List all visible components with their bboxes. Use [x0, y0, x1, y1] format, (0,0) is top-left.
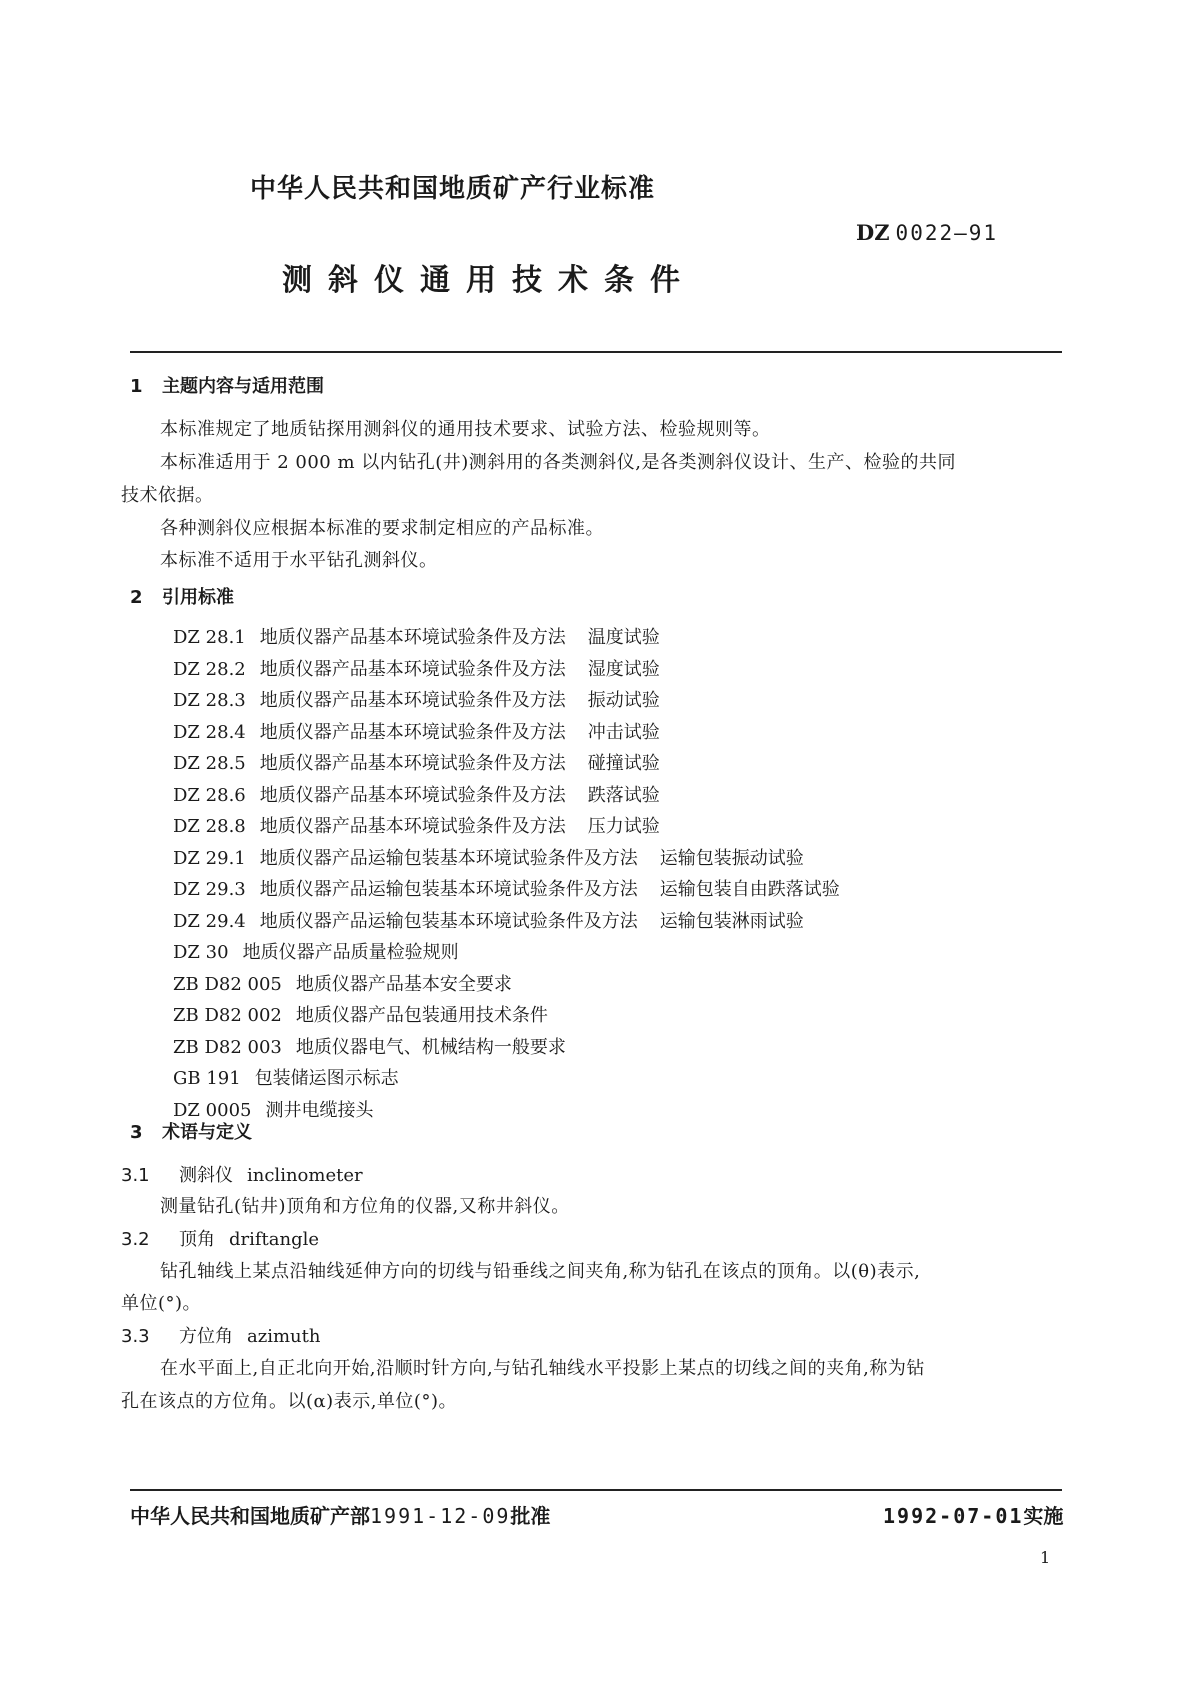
reference-subtitle: 碰撞试验: [587, 753, 660, 774]
effective-label: 实施: [1023, 1504, 1064, 1528]
reference-code: DZ 29.3: [173, 879, 246, 900]
approval-line: [130, 1500, 550, 1529]
reference-code: DZ 28.4: [173, 721, 246, 743]
reference-subtitle: 运输包装淋雨试验: [659, 910, 804, 932]
term-number: 3.3: [121, 1326, 150, 1347]
reference-code: DZ 0005: [173, 1099, 252, 1121]
term-chinese: 方位角: [179, 1326, 233, 1347]
paragraph: 本标准规定了地质钻探用测斜仪的通用技术要求、试验方法、检验规则等。: [160, 419, 771, 440]
approve-date: 1991-12-09: [370, 1504, 511, 1528]
standard-code: [856, 220, 998, 245]
reference-item: [173, 718, 660, 744]
section-2-heading: [130, 583, 234, 609]
reference-item: [173, 875, 840, 901]
term-english: azimuth: [247, 1326, 321, 1347]
reference-subtitle: 冲击试验: [587, 721, 660, 743]
reference-code: DZ 30: [173, 942, 229, 963]
reference-title: 地质仪器产品运输包装基本环境试验条件及方法: [259, 879, 638, 900]
reference-item: [173, 970, 512, 996]
reference-title: 地质仪器电气、机械结构一般要求: [295, 1036, 566, 1058]
paragraph-continuation: 技术依据。: [121, 485, 214, 506]
reference-item: [173, 1064, 399, 1090]
section-3-heading: [130, 1118, 252, 1144]
reference-item: [173, 1001, 548, 1027]
reference-subtitle: 振动试验: [587, 690, 660, 711]
paragraph: 本标准不适用于水平钻孔测斜仪。: [160, 550, 438, 571]
reference-title: 地质仪器产品质量检验规则: [242, 942, 459, 963]
reference-title: 地质仪器产品运输包装基本环境试验条件及方法: [259, 910, 638, 932]
reference-code: DZ 29.4: [173, 910, 246, 932]
approver: 中华人民共和国地质矿产部: [130, 1504, 370, 1528]
reference-title: 地质仪器产品基本环境试验条件及方法: [259, 627, 566, 648]
term-definition-continuation: 单位(°)。: [121, 1293, 202, 1314]
reference-subtitle: 湿度试验: [587, 658, 660, 680]
effective-line: [883, 1500, 1063, 1529]
reference-item: [173, 749, 660, 775]
reference-item: [173, 781, 660, 807]
term-3-1: [121, 1161, 363, 1187]
reference-code: DZ 29.1: [173, 847, 246, 869]
section-title: 主题内容与适用范围: [162, 376, 324, 397]
reference-subtitle: 跌落试验: [587, 784, 660, 806]
reference-item: [173, 844, 804, 870]
reference-title: 地质仪器产品基本环境试验条件及方法: [259, 690, 566, 711]
term-3-2: [121, 1225, 319, 1251]
reference-title: 地质仪器产品基本环境试验条件及方法: [259, 816, 566, 837]
reference-title: 地质仪器产品运输包装基本环境试验条件及方法: [259, 847, 638, 869]
standard-number: 0022—91: [895, 221, 999, 245]
reference-item: [173, 938, 459, 964]
reference-item: [173, 907, 804, 933]
term-definition: 在水平面上,自正北向开始,沿顺时针方向,与钻孔轴线水平投影上某点的切线之间的夹角,称为钻: [160, 1358, 925, 1379]
standard-prefix: DZ: [856, 220, 890, 245]
term-english: driftangle: [229, 1229, 320, 1250]
section-number: 2: [130, 587, 143, 608]
reference-item: [173, 686, 660, 712]
footer-divider: [130, 1489, 1062, 1491]
effective-date: 1992-07-01: [883, 1504, 1024, 1528]
reference-title: 地质仪器产品基本环境试验条件及方法: [259, 753, 566, 774]
reference-title: 地质仪器产品包装通用技术条件: [295, 1005, 548, 1026]
reference-title: 地质仪器产品基本环境试验条件及方法: [259, 658, 566, 680]
reference-code: DZ 28.6: [173, 784, 246, 806]
reference-item: [173, 623, 660, 649]
section-1-heading: [130, 372, 324, 398]
reference-item: [173, 812, 660, 838]
term-number: 3.1: [121, 1165, 150, 1186]
reference-code: DZ 28.1: [173, 627, 246, 648]
reference-item: [173, 1033, 566, 1059]
reference-subtitle: 运输包装自由跌落试验: [659, 879, 840, 900]
reference-subtitle: 压力试验: [587, 816, 660, 837]
reference-title: 地质仪器产品基本环境试验条件及方法: [259, 784, 566, 806]
term-definition: 测量钻孔(钻井)顶角和方位角的仪器,又称井斜仪。: [160, 1196, 570, 1217]
paragraph: 本标准适用于 2 000 m 以内钻孔(井)测斜用的各类测斜仪,是各类测斜仪设计、生产、检验的共同: [160, 452, 957, 473]
reference-code: ZB D82 002: [173, 1005, 282, 1026]
reference-code: ZB D82 003: [173, 1036, 282, 1058]
reference-title: 地质仪器产品基本安全要求: [295, 973, 512, 995]
reference-title: 包装储运图示标志: [254, 1068, 399, 1089]
term-3-3: [121, 1322, 320, 1348]
document-title: 测斜仪通用技术条件: [282, 263, 696, 298]
paragraph: 各种测斜仪应根据本标准的要求制定相应的产品标准。: [160, 518, 604, 539]
reference-code: DZ 28.5: [173, 753, 246, 774]
page-number: 1: [1040, 1548, 1051, 1567]
term-english: inclinometer: [247, 1165, 363, 1186]
reference-item: [173, 655, 660, 681]
term-definition-continuation: 孔在该点的方位角。以(α)表示,单位(°)。: [121, 1391, 457, 1412]
reference-subtitle: 温度试验: [587, 627, 660, 648]
reference-title: 地质仪器产品基本环境试验条件及方法: [259, 721, 566, 743]
term-chinese: 顶角: [179, 1229, 215, 1250]
section-number: 3: [130, 1122, 143, 1143]
term-definition: 钻孔轴线上某点沿轴线延伸方向的切线与铅垂线之间夹角,称为钻孔在该点的顶角。以(θ)表示,: [160, 1261, 921, 1282]
top-divider: [130, 351, 1062, 353]
approve-label: 批准: [510, 1504, 551, 1528]
reference-code: DZ 28.8: [173, 816, 246, 837]
reference-subtitle: 运输包装振动试验: [659, 847, 804, 869]
reference-code: GB 191: [173, 1068, 241, 1089]
reference-code: DZ 28.3: [173, 690, 246, 711]
term-number: 3.2: [121, 1229, 150, 1250]
section-number: 1: [130, 376, 143, 397]
reference-code: DZ 28.2: [173, 658, 246, 680]
section-title: 术语与定义: [162, 1122, 252, 1143]
reference-title: 测井电缆接头: [265, 1099, 374, 1121]
term-chinese: 测斜仪: [179, 1165, 233, 1186]
reference-code: ZB D82 005: [173, 973, 282, 995]
org-title: 中华人民共和国地质矿产行业标准: [250, 174, 656, 204]
section-title: 引用标准: [162, 587, 234, 608]
